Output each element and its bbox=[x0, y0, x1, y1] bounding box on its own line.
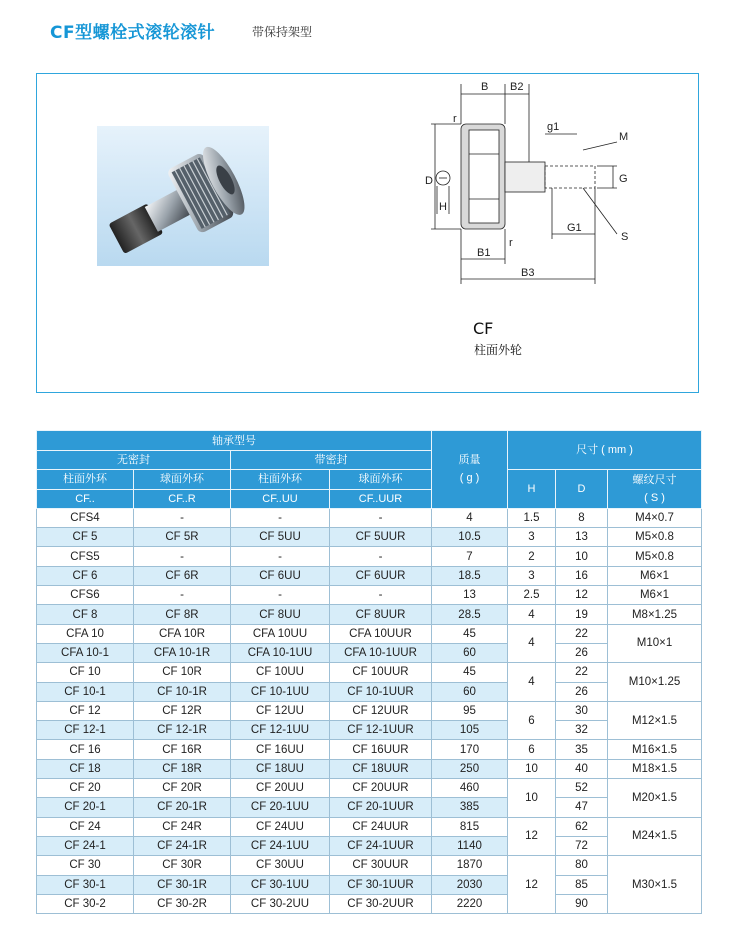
cell-model-sph: - bbox=[134, 508, 231, 527]
table-row bbox=[37, 643, 702, 662]
cell-H: 2 bbox=[508, 547, 556, 566]
cell-model-sph-sealed: CFA 10UUR bbox=[330, 624, 432, 643]
cell-D: 90 bbox=[556, 894, 608, 913]
cell-model-sph-sealed: CF 20-1UUR bbox=[330, 798, 432, 817]
figure-caption-code: CF bbox=[473, 319, 494, 338]
cell-model-sph-sealed: CF 20UUR bbox=[330, 779, 432, 798]
cell-H: 6 bbox=[508, 701, 556, 740]
cell-mass: 1870 bbox=[432, 856, 508, 875]
cell-mass: 170 bbox=[432, 740, 508, 759]
cell-model-cyl: CF 24-1 bbox=[37, 836, 134, 855]
cell-model-cyl: CF 30-2 bbox=[37, 894, 134, 913]
cell-model-cyl: CFS4 bbox=[37, 508, 134, 527]
cell-model-cyl-sealed: CF 10UU bbox=[231, 663, 330, 682]
cell-thread: M5×0.8 bbox=[608, 547, 702, 566]
cell-model-sph-sealed: CF 12-1UUR bbox=[330, 721, 432, 740]
cell-D: 32 bbox=[556, 721, 608, 740]
table-row bbox=[37, 663, 702, 682]
cell-D: 26 bbox=[556, 643, 608, 662]
header-size-group: 尺寸 ( mm ) bbox=[508, 431, 702, 470]
table-row bbox=[37, 740, 702, 759]
cell-model-cyl: CF 10 bbox=[37, 663, 134, 682]
cell-model-cyl: CFS5 bbox=[37, 547, 134, 566]
cell-model-cyl-sealed: CF 12UU bbox=[231, 701, 330, 720]
cell-H: 10 bbox=[508, 759, 556, 778]
cell-model-sph-sealed: CF 5UUR bbox=[330, 528, 432, 547]
dim-G: G bbox=[619, 173, 628, 185]
table-row bbox=[37, 701, 702, 720]
cell-model-sph: CF 20R bbox=[134, 779, 231, 798]
header-code-sph: CF..R bbox=[134, 489, 231, 508]
header-mass: 质量 ( g ) bbox=[432, 431, 508, 509]
cell-model-cyl-sealed: CF 16UU bbox=[231, 740, 330, 759]
cell-model-sph: CF 6R bbox=[134, 566, 231, 585]
cell-model-cyl-sealed: CF 24-1UU bbox=[231, 836, 330, 855]
cell-H: 4 bbox=[508, 605, 556, 624]
cell-model-cyl-sealed: CF 18UU bbox=[231, 759, 330, 778]
dim-B1: B1 bbox=[477, 247, 491, 259]
cell-D: 22 bbox=[556, 624, 608, 643]
cell-model-sph: CF 12-1R bbox=[134, 721, 231, 740]
cell-thread: M8×1.25 bbox=[608, 605, 702, 624]
cell-model-sph-sealed: CF 16UUR bbox=[330, 740, 432, 759]
cell-model-cyl-sealed: CF 10-1UU bbox=[231, 682, 330, 701]
cell-model-sph: - bbox=[134, 547, 231, 566]
cell-thread: M10×1.25 bbox=[608, 663, 702, 702]
cell-D: 22 bbox=[556, 663, 608, 682]
header-H: H bbox=[508, 470, 556, 509]
cell-model-cyl-sealed: CF 5UU bbox=[231, 528, 330, 547]
dim-H: H bbox=[439, 201, 447, 213]
cell-model-cyl: CF 20-1 bbox=[37, 798, 134, 817]
cell-mass: 10.5 bbox=[432, 528, 508, 547]
cell-model-sph: CF 30-2R bbox=[134, 894, 231, 913]
cell-H: 2.5 bbox=[508, 586, 556, 605]
table-row bbox=[37, 779, 702, 798]
cell-thread: M16×1.5 bbox=[608, 740, 702, 759]
dim-r-top: r bbox=[453, 113, 457, 125]
cell-model-cyl-sealed: - bbox=[231, 508, 330, 527]
cell-H: 4 bbox=[508, 624, 556, 663]
cell-mass: 2030 bbox=[432, 875, 508, 894]
header-cyl-sealed: 柱面外环 bbox=[231, 470, 330, 489]
header-sealed: 带密封 bbox=[231, 451, 432, 470]
cell-thread: M18×1.5 bbox=[608, 759, 702, 778]
table-row bbox=[37, 528, 702, 547]
figure-caption-desc: 柱面外轮 bbox=[474, 343, 523, 357]
cell-model-cyl: CF 24 bbox=[37, 817, 134, 836]
header-unsealed: 无密封 bbox=[37, 451, 231, 470]
table-row bbox=[37, 566, 702, 585]
cell-D: 8 bbox=[556, 508, 608, 527]
cell-model-sph-sealed: CF 30-2UUR bbox=[330, 894, 432, 913]
cell-mass: 95 bbox=[432, 701, 508, 720]
cell-mass: 460 bbox=[432, 779, 508, 798]
cell-D: 16 bbox=[556, 566, 608, 585]
table-row bbox=[37, 721, 702, 740]
cell-model-cyl: CF 10-1 bbox=[37, 682, 134, 701]
cell-model-sph-sealed: CF 24UUR bbox=[330, 817, 432, 836]
cell-model-cyl: CF 6 bbox=[37, 566, 134, 585]
cell-model-cyl: CFS6 bbox=[37, 586, 134, 605]
cell-model-sph: CFA 10R bbox=[134, 624, 231, 643]
table-row bbox=[37, 798, 702, 817]
cell-mass: 250 bbox=[432, 759, 508, 778]
cell-thread: M10×1 bbox=[608, 624, 702, 663]
cell-model-cyl: CF 16 bbox=[37, 740, 134, 759]
cell-model-cyl: CF 30 bbox=[37, 856, 134, 875]
cell-mass: 28.5 bbox=[432, 605, 508, 624]
cell-model-cyl-sealed: CF 30UU bbox=[231, 856, 330, 875]
cell-model-cyl-sealed: CFA 10UU bbox=[231, 624, 330, 643]
cell-D: 47 bbox=[556, 798, 608, 817]
product-photo bbox=[97, 126, 269, 266]
cell-model-sph: CF 5R bbox=[134, 528, 231, 547]
cell-thread: M6×1 bbox=[608, 566, 702, 585]
cell-model-sph: CF 16R bbox=[134, 740, 231, 759]
cell-model-cyl-sealed: CF 8UU bbox=[231, 605, 330, 624]
dim-B: B bbox=[481, 81, 489, 93]
header-sph-sealed: 球面外环 bbox=[330, 470, 432, 489]
header-thread: 螺纹尺寸 ( S ) bbox=[608, 470, 702, 509]
cell-model-cyl: CF 20 bbox=[37, 779, 134, 798]
header-code-cyl-sealed: CF..UU bbox=[231, 489, 330, 508]
cell-model-sph-sealed: CF 12UUR bbox=[330, 701, 432, 720]
cell-D: 30 bbox=[556, 701, 608, 720]
cell-model-cyl-sealed: CF 12-1UU bbox=[231, 721, 330, 740]
page-title: CF型螺栓式滚轮滚针 bbox=[50, 23, 216, 43]
table-row bbox=[37, 586, 702, 605]
cell-D: 62 bbox=[556, 817, 608, 836]
cell-D: 13 bbox=[556, 528, 608, 547]
cell-model-cyl-sealed: CF 30-2UU bbox=[231, 894, 330, 913]
cell-model-sph: - bbox=[134, 586, 231, 605]
cell-model-cyl: CF 12 bbox=[37, 701, 134, 720]
cell-mass: 45 bbox=[432, 624, 508, 643]
cell-model-cyl: CFA 10 bbox=[37, 624, 134, 643]
dim-g1: g1 bbox=[547, 121, 560, 133]
cell-D: 19 bbox=[556, 605, 608, 624]
table-row bbox=[37, 605, 702, 624]
cell-model-sph: CF 10R bbox=[134, 663, 231, 682]
cell-model-sph: CF 10-1R bbox=[134, 682, 231, 701]
cell-model-cyl-sealed: - bbox=[231, 547, 330, 566]
dim-D: D bbox=[425, 175, 433, 187]
cell-model-cyl-sealed: - bbox=[231, 586, 330, 605]
cell-D: 12 bbox=[556, 586, 608, 605]
dim-S: S bbox=[621, 231, 629, 243]
cell-H: 3 bbox=[508, 566, 556, 585]
dim-G1: G1 bbox=[567, 222, 582, 234]
cell-mass: 13 bbox=[432, 586, 508, 605]
cell-mass: 385 bbox=[432, 798, 508, 817]
cell-model-sph-sealed: CF 18UUR bbox=[330, 759, 432, 778]
cell-D: 40 bbox=[556, 759, 608, 778]
cell-model-sph: CF 24-1R bbox=[134, 836, 231, 855]
header-cyl: 柱面外环 bbox=[37, 470, 134, 489]
cell-H: 6 bbox=[508, 740, 556, 759]
cell-model-sph-sealed: CF 8UUR bbox=[330, 605, 432, 624]
cell-model-sph: CF 18R bbox=[134, 759, 231, 778]
cell-model-cyl-sealed: CF 30-1UU bbox=[231, 875, 330, 894]
cell-H: 1.5 bbox=[508, 508, 556, 527]
cell-model-sph: CFA 10-1R bbox=[134, 643, 231, 662]
cell-mass: 7 bbox=[432, 547, 508, 566]
cell-model-sph: CF 8R bbox=[134, 605, 231, 624]
cell-model-cyl-sealed: CFA 10-1UU bbox=[231, 643, 330, 662]
table-row bbox=[37, 624, 702, 643]
table-row bbox=[37, 894, 702, 913]
header-sph: 球面外环 bbox=[134, 470, 231, 489]
cell-model-cyl: CFA 10-1 bbox=[37, 643, 134, 662]
cell-mass: 60 bbox=[432, 682, 508, 701]
table-row bbox=[37, 836, 702, 855]
table-row bbox=[37, 508, 702, 527]
cell-thread: M20×1.5 bbox=[608, 779, 702, 818]
figure-panel bbox=[36, 73, 699, 393]
cell-H: 3 bbox=[508, 528, 556, 547]
dim-r-bottom: r bbox=[509, 237, 513, 249]
cell-mass: 45 bbox=[432, 663, 508, 682]
technical-drawing bbox=[387, 74, 697, 314]
cell-D: 26 bbox=[556, 682, 608, 701]
cell-D: 72 bbox=[556, 836, 608, 855]
cell-D: 80 bbox=[556, 856, 608, 875]
cell-thread: M24×1.5 bbox=[608, 817, 702, 856]
header-model-group: 轴承型号 bbox=[37, 431, 432, 451]
cell-thread: M4×0.7 bbox=[608, 508, 702, 527]
cell-model-sph-sealed: - bbox=[330, 586, 432, 605]
cell-model-sph-sealed: CF 10UUR bbox=[330, 663, 432, 682]
cell-model-sph: CF 12R bbox=[134, 701, 231, 720]
cell-model-cyl: CF 18 bbox=[37, 759, 134, 778]
cell-H: 10 bbox=[508, 779, 556, 818]
spec-table-header bbox=[37, 431, 702, 509]
cell-mass: 105 bbox=[432, 721, 508, 740]
cell-thread: M6×1 bbox=[608, 586, 702, 605]
cell-model-cyl: CF 8 bbox=[37, 605, 134, 624]
cell-model-sph-sealed: - bbox=[330, 547, 432, 566]
dim-M: M bbox=[619, 131, 629, 143]
dim-B3: B3 bbox=[521, 267, 535, 279]
cell-model-cyl-sealed: CF 20-1UU bbox=[231, 798, 330, 817]
cell-mass: 4 bbox=[432, 508, 508, 527]
header-code-cyl: CF.. bbox=[37, 489, 134, 508]
cell-model-sph-sealed: CF 10-1UUR bbox=[330, 682, 432, 701]
cell-model-cyl-sealed: CF 24UU bbox=[231, 817, 330, 836]
cell-model-cyl: CF 30-1 bbox=[37, 875, 134, 894]
cell-model-cyl: CF 5 bbox=[37, 528, 134, 547]
cell-model-sph: CF 24R bbox=[134, 817, 231, 836]
table-row bbox=[37, 547, 702, 566]
cell-H: 12 bbox=[508, 817, 556, 856]
cell-model-sph-sealed: CFA 10-1UUR bbox=[330, 643, 432, 662]
cell-thread: M12×1.5 bbox=[608, 701, 702, 740]
cell-H: 12 bbox=[508, 856, 556, 914]
cell-model-sph-sealed: CF 24-1UUR bbox=[330, 836, 432, 855]
cell-H: 4 bbox=[508, 663, 556, 702]
cell-D: 85 bbox=[556, 875, 608, 894]
cell-model-sph-sealed: CF 30-1UUR bbox=[330, 875, 432, 894]
cell-mass: 18.5 bbox=[432, 566, 508, 585]
table-row bbox=[37, 817, 702, 836]
cell-model-sph-sealed: - bbox=[330, 508, 432, 527]
cell-thread: M30×1.5 bbox=[608, 856, 702, 914]
cell-thread: M5×0.8 bbox=[608, 528, 702, 547]
table-row bbox=[37, 682, 702, 701]
cell-mass: 2220 bbox=[432, 894, 508, 913]
cell-model-cyl: CF 12-1 bbox=[37, 721, 134, 740]
spec-table-body bbox=[37, 508, 702, 913]
cell-mass: 1140 bbox=[432, 836, 508, 855]
table-row bbox=[37, 759, 702, 778]
cell-model-sph-sealed: CF 30UUR bbox=[330, 856, 432, 875]
cell-mass: 815 bbox=[432, 817, 508, 836]
cell-D: 10 bbox=[556, 547, 608, 566]
cell-model-sph-sealed: CF 6UUR bbox=[330, 566, 432, 585]
spec-table bbox=[36, 430, 702, 914]
cell-model-sph: CF 30-1R bbox=[134, 875, 231, 894]
cell-model-cyl-sealed: CF 6UU bbox=[231, 566, 330, 585]
cell-model-sph: CF 20-1R bbox=[134, 798, 231, 817]
table-row bbox=[37, 875, 702, 894]
cell-D: 52 bbox=[556, 779, 608, 798]
cell-D: 35 bbox=[556, 740, 608, 759]
table-row bbox=[37, 856, 702, 875]
cell-model-sph: CF 30R bbox=[134, 856, 231, 875]
page-subtitle: 带保持架型 bbox=[252, 25, 313, 39]
header-code-sph-sealed: CF..UUR bbox=[330, 489, 432, 508]
cell-mass: 60 bbox=[432, 643, 508, 662]
dim-B2: B2 bbox=[510, 81, 524, 93]
header-D: D bbox=[556, 470, 608, 509]
cell-model-cyl-sealed: CF 20UU bbox=[231, 779, 330, 798]
